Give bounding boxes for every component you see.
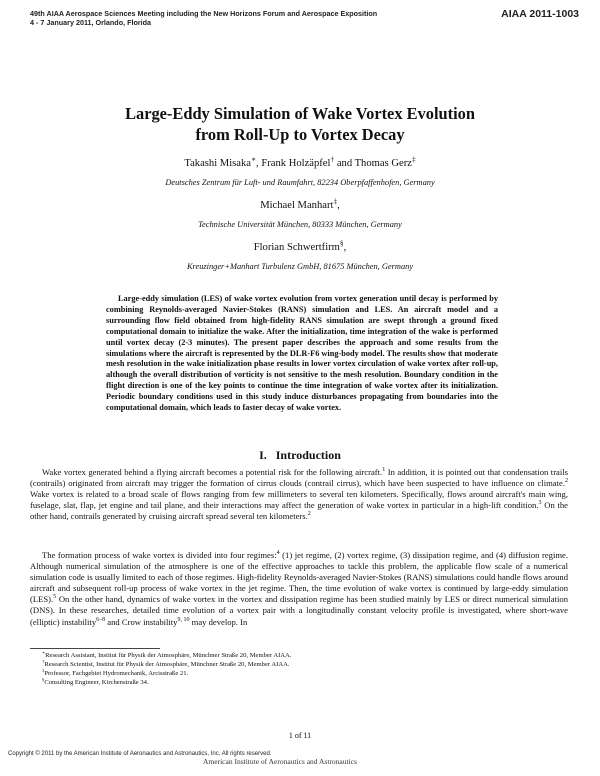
section-number: I.: [259, 448, 267, 462]
citation: 5: [53, 594, 57, 601]
citation: 1: [382, 467, 386, 474]
text-run: may develop. In: [189, 616, 248, 627]
author-mark: ‡: [411, 154, 416, 164]
citation: 4: [276, 550, 280, 557]
author-name: Thomas Gerz: [354, 158, 412, 169]
author-name: Takashi Misaka: [184, 158, 251, 169]
footnote-divider: [30, 648, 160, 649]
footnote-mark: §: [42, 676, 45, 682]
footnote-text: Professor, Fachgebiet Hydromechanik, Arcisstraße 21.: [44, 669, 189, 677]
author-mark: §: [339, 238, 344, 248]
conference-name: 49th AIAA Aerospace Sciences Meeting including the New Horizons Forum and Aerospace Exposition: [30, 9, 378, 18]
text-run: and Crow instability: [105, 616, 178, 627]
author-group-3-names: [0, 238, 600, 254]
copyright-notice: Copyright © 2011 by the American Institute of Aeronautics and Astronautics, Inc. All rights reserved.: [8, 751, 272, 757]
footnote: [42, 649, 562, 661]
intro-paragraph-1: [30, 467, 568, 522]
conference-dates: 4 - 7 January 2011, Orlando, Florida: [30, 18, 152, 27]
title-line-2: from Roll-Up to Vortex Decay: [195, 125, 405, 144]
text-run: On the other hand, dynamics of wake vortex in the vortex and dissipation regime has been studied mainly by LES or direct numerical simulation (DNS). In these researches, detailed time evolution of a vortex pair with a longitudinally constant velocity profile is investigated, where short-wave (elliptic) instability: [30, 594, 568, 627]
author-affiliation-1: Deutsches Zentrum für Luft- und Raumfahrt, 82234 Oberpfaffenhofen, Germany: [165, 178, 435, 187]
footnote-mark: ∗: [42, 649, 46, 655]
footnote: [42, 658, 562, 670]
title-line-1: Large-Eddy Simulation of Wake Vortex Evolution: [125, 104, 475, 123]
citation: 3: [538, 500, 542, 507]
text-run: On the other hand, contrails generated by cruising aircraft spread several ten kilometers.: [30, 500, 568, 522]
citation: 2: [307, 511, 311, 518]
footnote-text: Research Assistant, Institut für Physik der Atmosphäre, Münchner Straße 20, Member AIAA.: [45, 652, 292, 659]
footnote-text: Consulting Engineer, Kirchenstraße 34.: [44, 678, 149, 686]
author-mark: ∗: [250, 154, 257, 164]
text-run: Wake vortex generated behind a flying aircraft becomes a potential risk for the following aircraft.: [42, 467, 383, 477]
citation: 9, 10: [177, 616, 190, 623]
author-mark: †: [330, 154, 335, 164]
author-separator: ,: [256, 158, 262, 169]
footnote: [42, 667, 562, 679]
author-separator: ,: [343, 242, 347, 253]
author-name: Michael Manhart: [260, 200, 334, 211]
author-group-1-names: [0, 154, 600, 170]
author-group-2-names: [0, 196, 600, 212]
author-affiliation-3: Kreuzinger+Manhart Turbulenz GmbH, 81675 München, Germany: [186, 262, 414, 271]
text-run: Wake vortex is related to a broad scale of flows ranging from few millimeters to several ten kilometers. Specifically, flows around aircraft's main wing, fuselage, slat, flap, jet engine and tail plane, and their interactions may affect the generation of wake vortex in particular in a high-lift condition.: [30, 489, 568, 511]
citation: 2: [564, 478, 568, 485]
author-name: Florian Schwertfirm: [253, 242, 340, 253]
footnote-text: Research Scientist, Institut für Physik der Atmosphäre, Münchner Straße 20, Member AIAA.: [44, 660, 290, 668]
conference-header: [30, 9, 430, 27]
author-name: Frank Holzäpfel: [261, 158, 331, 169]
section-heading-introduction: [0, 448, 600, 462]
footnote: [42, 676, 562, 688]
text-run: The formation process of wake vortex is divided into four regimes:: [42, 550, 277, 560]
section-title: Introduction: [275, 448, 341, 462]
text-run: In addition, it is pointed out that condensation trails (contrails) originated from aircraft may trigger the formation of cirrus clouds (contrail cirrus), which have been suspected to have influence on climate.: [30, 467, 568, 489]
intro-paragraph-2: [30, 550, 568, 628]
text-run: (1) jet regime, (2) vortex regime, (3) dissipation regime, and (4) diffusion regime. Although numerical simulation of the atmosphere is one of the effective approaches to tackle this problem, the applicable flow scale of a numerical simulation code is usually limited to each of those regimes. High-fidelity Reynolds-averaged Navier-Stokes (RANS) simulations could handle flows around aircraft and subsequent roll-up process of wake vortex in the jet regime. Then, the time evolution of wake vortex is continued by large-eddy simulation (LES).: [30, 550, 568, 605]
footnotes: [42, 649, 562, 688]
author-affiliation-2: Technische Universität München, 80333 München, Germany: [198, 220, 402, 229]
author-separator: and: [334, 158, 355, 169]
author-separator: ,: [337, 200, 340, 211]
footnote-mark: †: [42, 658, 45, 664]
footnote-mark: ‡: [42, 667, 45, 673]
citation: 6–8: [96, 616, 106, 623]
author-mark: ‡: [333, 196, 338, 206]
publisher-name: American Institute of Aeronautics and Astronautics: [203, 757, 357, 766]
page-number: 1 of 11: [288, 731, 312, 740]
paper-title: [0, 103, 600, 145]
paper-number: AIAA 2011-1003: [501, 8, 579, 20]
abstract: Large-eddy simulation (LES) of wake vortex evolution from vortex generation until decay is performed by combining Reynolds-averaged Navier-Stokes (RANS) simulation and LES. An aircraft model and a surrounding flow field obtained from high-fidelity RANS simulation are swept through a ground fixed computational domain to initialize the wake. After the initialization, time integration of the wake is performed until vortex decay (2-3 minutes). The present paper describes the approach and some results from the simulations where the aircraft is represented by the DLR-F6 wing-body model. The results show that moderate mesh resolution in the wake initialization phase results in lower vortex circulation of wake vortex after roll-up, although the overall distribution of vorticity is not sensitive to the mesh resolution. Boundary condition in the flight direction is one of the key points to continue the time integration of wake vortex after its initialization. Periodic boundary conditions used in this study induce disturbances propagating from boundaries into the computational domain, which leads to faster decay of wake vortex.: [106, 294, 498, 413]
